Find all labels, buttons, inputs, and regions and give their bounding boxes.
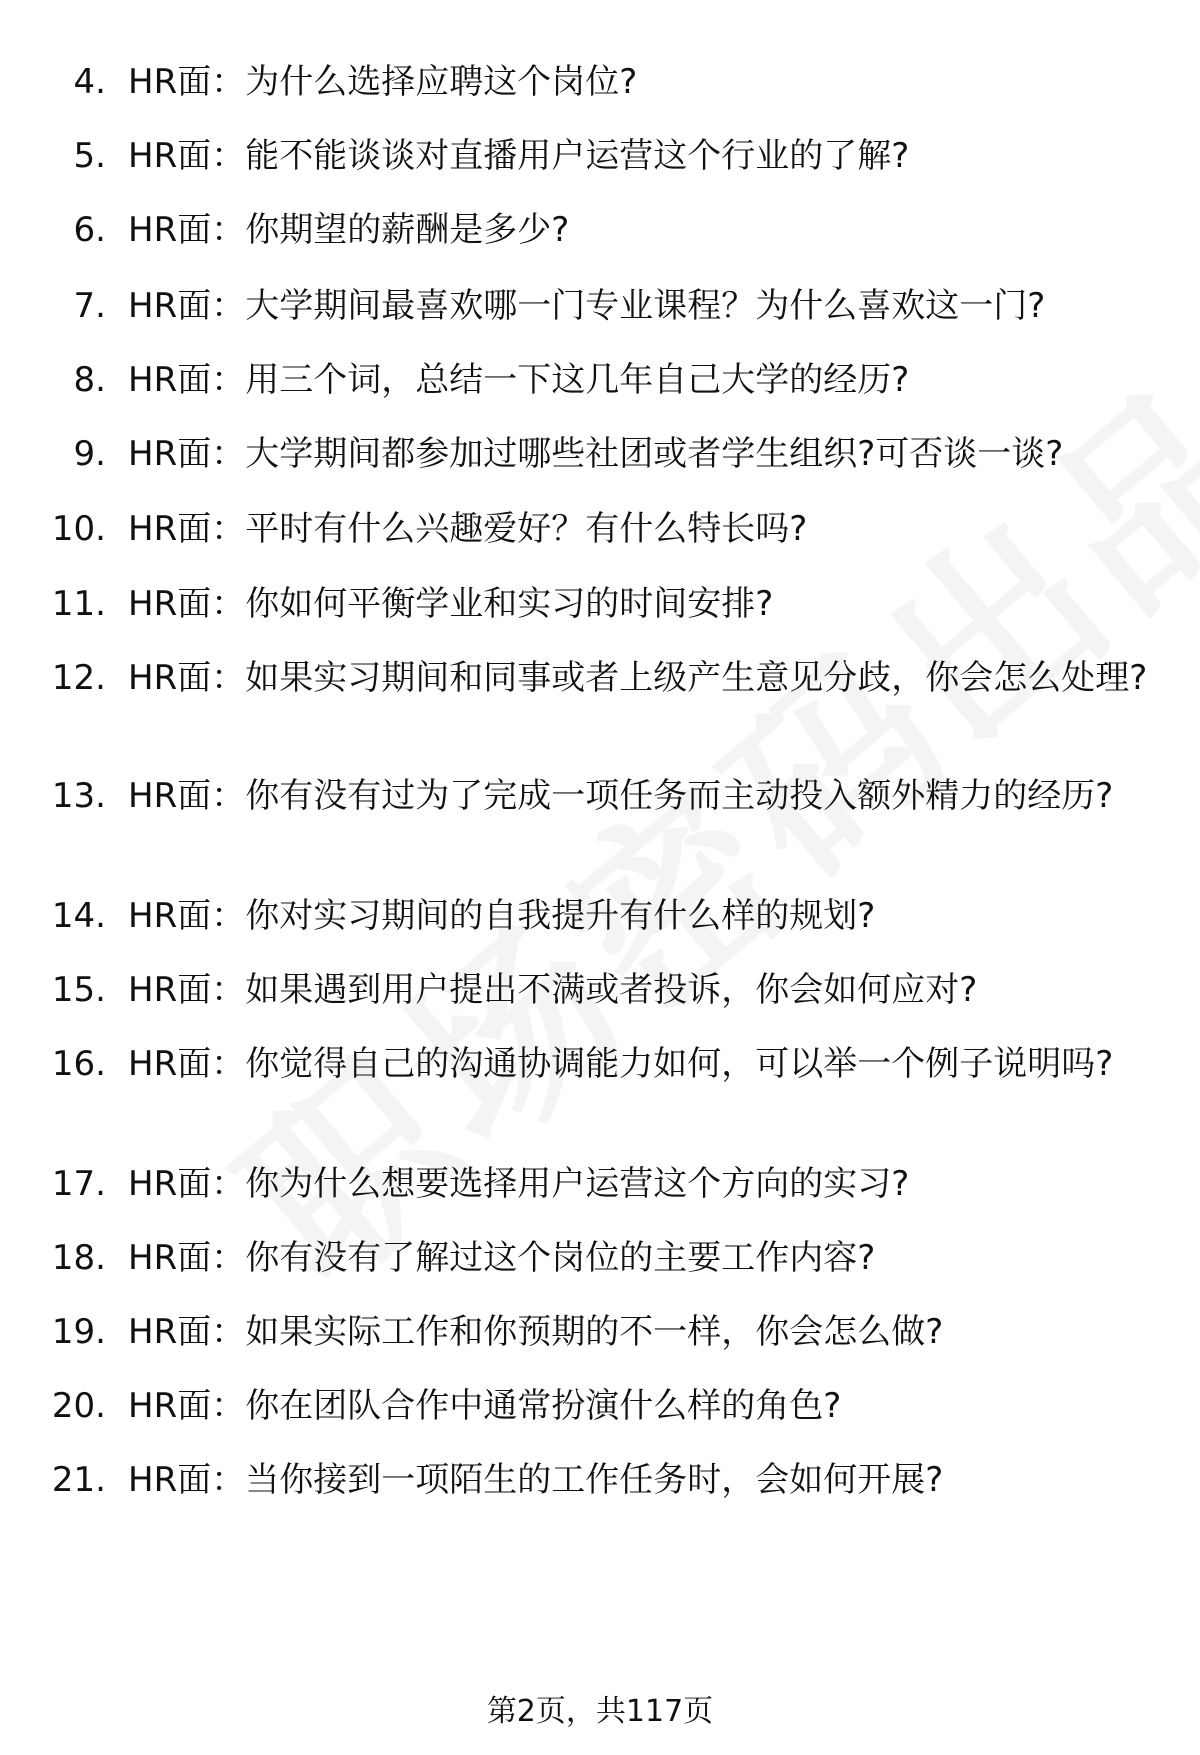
question-number: 20. <box>51 1386 106 1426</box>
question-text: HR面：如果实际工作和你预期的不一样，你会怎么做? <box>128 1312 944 1352</box>
question-number: 13. <box>51 776 106 816</box>
question-text: HR面：你对实习期间的自我提升有什么样的规划? <box>128 896 876 936</box>
question-number: 18. <box>51 1238 106 1278</box>
question-text: HR面：大学期间都参加过哪些社团或者学生组织?可否谈一谈? <box>128 434 1064 474</box>
question-number: 11. <box>51 584 106 624</box>
question-text: HR面：当你接到一项陌生的工作任务时，会如何开展? <box>128 1460 944 1500</box>
question-text: HR面：你有没有过为了完成一项任务而主动投入额外精力的经历? <box>128 776 1114 816</box>
question-number: 4. <box>73 62 106 102</box>
question-text: HR面：如果实习期间和同事或者上级产生意见分歧，你会怎么处理? <box>128 658 1148 698</box>
question-text: HR面：如果遇到用户提出不满或者投诉，你会如何应对? <box>128 970 978 1010</box>
question-number: 12. <box>51 658 106 698</box>
question-text: HR面：平时有什么兴趣爱好？有什么特长吗? <box>128 509 808 549</box>
page-footer: 第2页，共117页 <box>486 1694 714 1729</box>
question-text: HR面：你如何平衡学业和实习的时间安排? <box>128 584 774 624</box>
question-text: HR面：你在团队合作中通常扮演什么样的角色? <box>128 1386 842 1426</box>
question-number: 8. <box>73 360 106 400</box>
question-text: HR面：你觉得自己的沟通协调能力如何，可以举一个例子说明吗? <box>128 1044 1114 1084</box>
question-number: 10. <box>51 509 106 549</box>
question-number: 16. <box>51 1044 106 1084</box>
question-text: HR面：你有没有了解过这个岗位的主要工作内容? <box>128 1238 876 1278</box>
question-text: HR面：用三个词，总结一下这几年自己大学的经历? <box>128 360 910 400</box>
question-text: HR面：为什么选择应聘这个岗位? <box>128 62 638 102</box>
question-text: HR面：大学期间最喜欢哪一门专业课程？为什么喜欢这一门? <box>128 286 1046 326</box>
question-number: 19. <box>51 1312 106 1352</box>
question-number: 14. <box>51 896 106 936</box>
question-text: HR面：你期望的薪酬是多少? <box>128 210 570 250</box>
question-number: 15. <box>51 970 106 1010</box>
question-number: 21. <box>51 1460 106 1500</box>
question-number: 7. <box>73 286 106 326</box>
question-number: 5. <box>73 136 106 176</box>
question-number: 6. <box>73 210 106 250</box>
question-number: 17. <box>51 1164 106 1204</box>
question-number: 9. <box>73 434 106 474</box>
question-text: HR面：能不能谈谈对直播用户运营这个行业的了解? <box>128 136 910 176</box>
question-text: HR面：你为什么想要选择用户运营这个方向的实习? <box>128 1164 910 1204</box>
